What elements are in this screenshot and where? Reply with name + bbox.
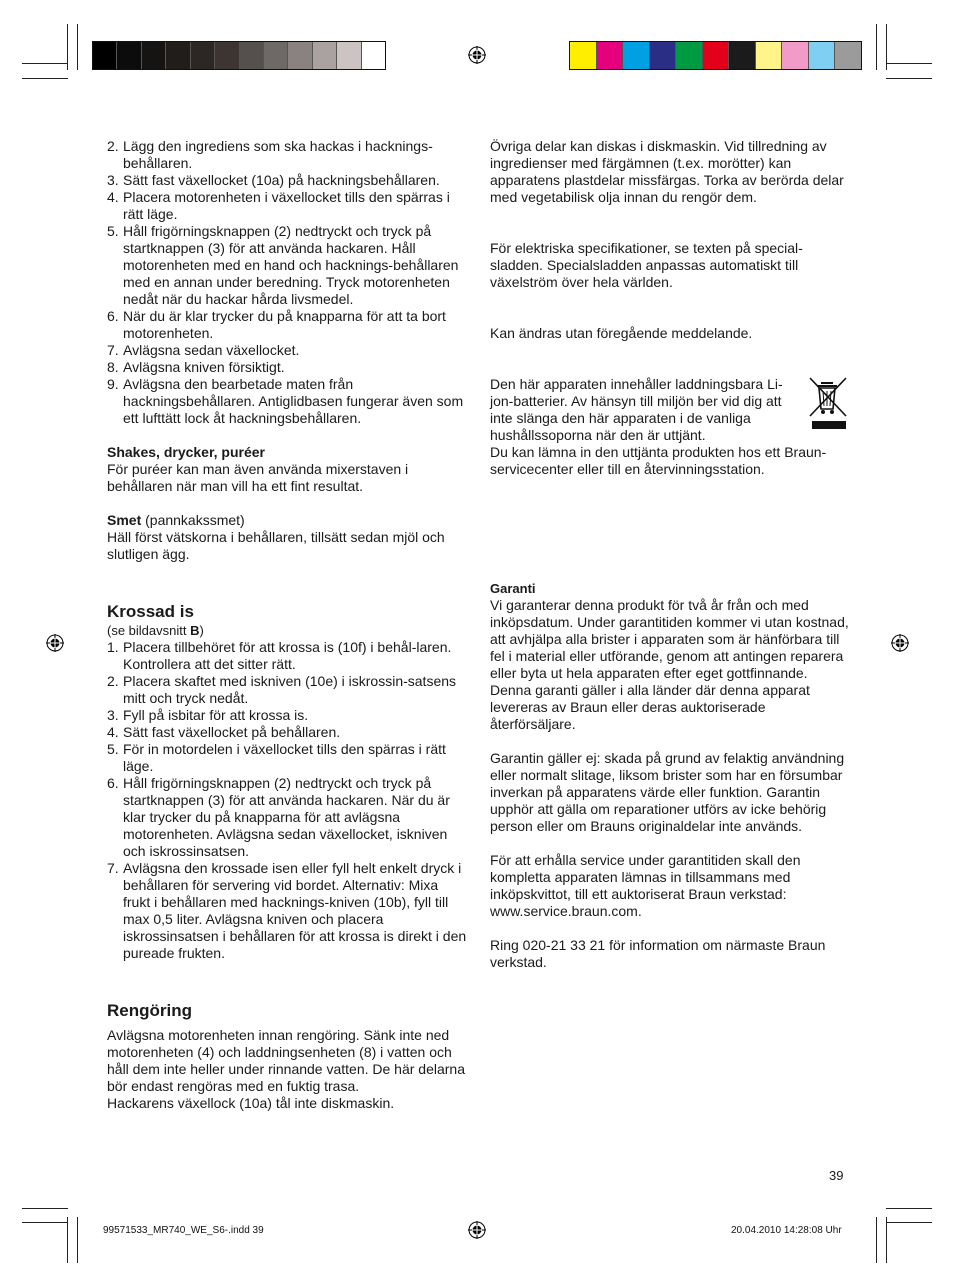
garanti-text-5: Ring 020-21 33 21 för information om närmaste Braun verkstad. [490,937,826,970]
color-swatch [263,42,287,69]
weee-crossed-bin-icon [808,376,848,430]
list-text: Sätt fast växellocket på behållaren. [123,724,341,740]
file-slug: 99571533_MR740_WE_S6-.indd 39 [103,1225,264,1236]
list-number: 3. [107,172,119,188]
list-item [107,172,467,189]
garanti-heading: Garanti [490,581,536,596]
list-item [107,359,467,376]
color-swatch [190,42,214,69]
list-number: 4. [107,189,119,205]
color-swatch [808,42,835,69]
color-swatch [781,42,808,69]
dishwasher-paragraph: Övriga delar kan diskas i diskmaskin. Vid tillredning av ingredienser med färgämnen (t.ex. morötter) kan apparatens plastdelar missfärgas. Torka av berörda delar med vegetabilisk olja innan du rengör dem. [490,138,844,205]
list-number: 5. [107,741,119,757]
color-swatch [728,42,755,69]
list-item [107,138,467,172]
registration-mark-icon [891,634,909,652]
color-swatch [702,42,729,69]
garanti-text-1: Vi garanterar denna produkt för två år från och med inköpsdatum. Under garantitiden kommer vi utan kostnad, att avhjälpa alla brister i apparaten som är hänförbara till fel i material eller utförande, genom att antingen reparera eller byta ut hela apparaten efter eget gottfinnande. [490,597,849,681]
color-swatch [834,42,861,69]
krossad-reference [107,622,467,639]
list-number: 9. [107,376,119,392]
right-column [490,138,850,971]
rengoring-text: Avlägsna motorenheten innan rengöring. Sänk inte ned motorenheten (4) och laddningsenheten (8) i vatten och håll dem inte heller under rinnande vatten. De här delarna bör endast rengöras med en fuktig trasa. [107,1027,466,1094]
registration-mark-icon [468,1221,486,1239]
krossad-ref-suffix: ) [199,623,204,638]
crop-mark [886,1208,932,1209]
color-swatch [570,42,596,69]
list-number: 7. [107,860,119,876]
crop-mark [22,1208,68,1209]
garanti-text-2: Denna garanti gäller i alla länder där denna apparat levereras av Braun eller deras auktoriserade återförsäljare. [490,682,810,732]
smet-heading [107,512,467,529]
color-swatch [755,42,782,69]
list-number: 7. [107,342,119,358]
chopper-steps-list [107,138,467,427]
list-text: Sätt fast växellocket (10a) på hackningsbehållaren. [123,172,440,188]
krossad-ref-letter: B [190,623,200,638]
list-item [107,724,467,741]
crop-mark [77,1217,78,1263]
crop-mark [22,63,68,64]
smet-text: Häll först vätskorna i behållaren, tillsätt sedan mjöl och slutligen ägg. [107,529,445,562]
color-swatch [287,42,311,69]
registration-mark-icon [46,634,64,652]
list-number: 2. [107,138,119,154]
process-color-bar [569,41,862,70]
list-number: 3. [107,707,119,723]
smet-suffix: (pannkakssmet) [141,512,245,528]
list-text: När du är klar trycker du på knapparna för att ta bort motorenheten. [123,308,446,341]
list-item [107,673,467,707]
list-item [107,376,467,427]
crop-mark [67,24,68,70]
krossad-ref-prefix: (se bildavsnitt [107,623,191,638]
color-swatch [596,42,623,69]
color-swatch [622,42,649,69]
list-item [107,741,467,775]
color-swatch [336,42,360,69]
rengoring-heading: Rengöring [107,1001,192,1020]
list-text: Lägg den ingrediens som ska hackas i hacknings-behållaren. [123,138,433,171]
list-number: 8. [107,359,119,375]
crop-mark [886,1217,887,1263]
list-text: Placera skaftet med iskniven (10e) i iskrossin-satsens mitt och tryck nedåt. [123,673,457,706]
grayscale-color-bar [92,41,386,70]
list-item [107,639,467,673]
list-number: 6. [107,775,119,791]
shakes-text: För puréer kan man även använda mixerstaven i behållaren när man vill ha ett fint resultat. [107,461,409,494]
crop-mark [77,24,78,70]
color-swatch [93,42,116,69]
crop-mark [876,24,877,70]
krossad-is-heading: Krossad is [107,602,194,621]
list-text: För in motordelen i växellocket tills den spärras i rätt läge. [123,741,446,774]
registration-mark-icon [468,46,486,64]
list-text: Håll frigörningsknappen (2) nedtryckt och tryck på startknappen (3) för att använda hackaren. Håll motorenheten med en hand och hacknings-behållaren med en annan under beredning. Tryck motorenheten nedåt när du hackar hårda livsmedel. [123,223,459,307]
list-item [107,189,467,223]
list-number: 6. [107,308,119,324]
list-item [107,707,467,724]
battery-paragraph-2: Du kan lämna in den uttjänta produkten hos ett Braun-servicecenter eller till en återvinningsstation. [490,444,827,477]
crop-mark [67,1217,68,1263]
list-text: Avlägsna sedan växellocket. [123,342,300,358]
date-slug: 20.04.2010 14:28:08 Uhr [731,1225,842,1236]
color-swatch [361,42,385,69]
color-swatch [214,42,238,69]
list-item [107,308,467,342]
list-number: 2. [107,673,119,689]
list-text: Fyll på isbitar för att krossa is. [123,707,309,723]
list-text: Placera tillbehöret för att krossa is (10f) i behål-laren. Kontrollera att det sitter rätt. [123,639,452,672]
list-item [107,223,467,308]
list-text: Håll frigörningsknappen (2) nedtryckt och tryck på startknappen (3) för att använda hackaren. När du är klar trycker du på knapparna för att avlägsna motorenheten. Avlägsna sedan växellocket, iskniven och iskrossinsatsen. [123,775,450,859]
list-text: Avlägsna den bearbetade maten från hackningsbehållaren. Antiglidbasen fungerar även som ett lufttätt lock åt hackningsbehållaren. [123,376,464,426]
crop-mark [886,1222,932,1223]
crop-mark [876,1217,877,1263]
garanti-text-3: Garantin gäller ej: skada på grund av felaktig användning eller normalt slitage, liksom brister som har en försumbar inverkan på apparatens värde eller funktion. Garantin upphör att gälla om reparationer utförs av icke behörig person eller om Brauns originaldelar inte används. [490,750,845,834]
crushed-ice-steps-list [107,639,467,962]
crop-mark [22,78,68,79]
color-swatch [116,42,140,69]
crop-mark [886,78,932,79]
list-item [107,342,467,359]
color-swatch [239,42,263,69]
list-number: 4. [107,724,119,740]
rengoring-text-2: Hackarens växellock (10a) tål inte diskmaskin. [107,1095,395,1111]
list-item [107,775,467,860]
crop-mark [886,63,932,64]
list-item [107,860,467,962]
garanti-text-4: För att erhålla service under garantitiden skall den kompletta apparaten lämnas in tillsammans med inköpskvittot, till ett auktoriserat Braun verkstad: www.service.braun.com. [490,852,801,919]
list-text: Placera motorenheten i växellocket tills den spärras i rätt läge. [123,189,450,222]
color-swatch [675,42,702,69]
crop-mark [886,24,887,70]
color-swatch [141,42,165,69]
shakes-heading: Shakes, drycker, puréer [107,444,265,460]
list-text: Avlägsna kniven försiktigt. [123,359,285,375]
color-swatch [649,42,676,69]
color-swatch [165,42,189,69]
change-notice: Kan ändras utan föregående meddelande. [490,325,753,341]
list-number: 5. [107,223,119,239]
left-column [107,138,467,1112]
list-number: 1. [107,639,119,655]
page-number: 39 [829,1168,844,1183]
battery-paragraph: Den här apparaten innehåller laddningsbara Li-jon-batterier. Av hänsyn till miljön ber vid dig att inte slänga den här apparaten i de vanliga hushållssoporna när den är uttjänt. [490,376,783,443]
list-text: Avlägsna den krossade isen eller fyll helt enkelt dryck i behållaren för servering vid bordet. Alternativ: Mixa frukt i behållaren med hacknings-kniven (10b), fyll till max 0,5 liter. Avlägsna kniven och placera iskrossinsatsen i behållaren för att krossa is direkt i den pureade frukten. [123,860,467,961]
crop-mark [22,1222,68,1223]
color-swatch [312,42,336,69]
electrical-paragraph: För elektriska specifikationer, se texten på special-sladden. Specialsladden anpassas automatiskt till växelström över hela världen. [490,240,803,290]
smet-title: Smet [107,512,142,528]
